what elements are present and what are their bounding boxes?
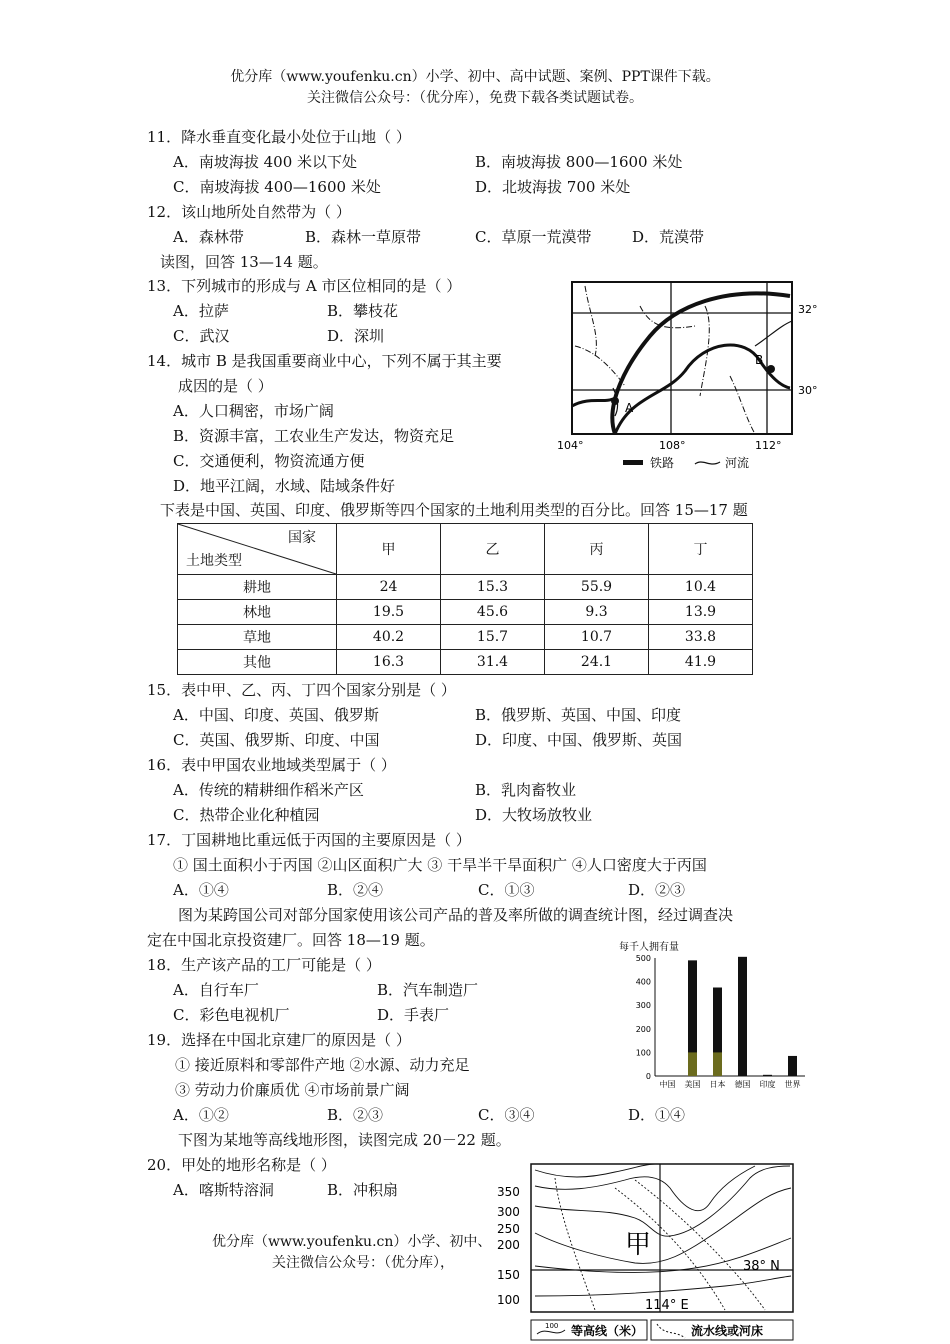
chart-bar [763,1075,772,1076]
header-line2: 关注微信公众号：（优分库），免费下载各类试题试卷。 [307,90,643,106]
q19-stem: 19．选择在中国北京建厂的原因是（ ） [147,1031,411,1049]
contour-250: 250 [497,1222,520,1236]
chart-bar [738,957,747,1076]
q12-option-a: A．森林带 [173,228,244,246]
railway-river-map [555,276,818,476]
table-row [178,625,753,650]
q17-option-c: C．①③ [478,881,535,899]
map1-legend-rail: 铁路 [650,456,675,470]
q16-option-c: C．热带企业化种植园 [173,806,320,824]
header-line1: 优分库（www.youfenku.cn）小学、初中、高中试题、案例、PPT课件下载。 [230,69,720,85]
chart-title: 每千人拥有量 [619,942,679,953]
latitude-label: 38° N [743,1259,780,1274]
chart-y-tick: 100 [635,1048,651,1058]
q16-option-a: A．传统的精耕细作稻米产区 [173,781,364,799]
map1-lat-top: 32° [798,303,818,316]
product-ownership-chart [615,938,810,1096]
chart-y-tick: 300 [635,1001,651,1011]
chart-y-tick: 500 [635,954,651,963]
q19-option-d: D．①④ [628,1106,686,1124]
row-label: 草地 [178,625,337,650]
corner-landtype-label: 土地类型 [186,553,242,569]
q16-stem: 16．表中甲国农业地域类型属于（ ） [147,756,396,774]
chart-y-tick: 400 [635,977,651,987]
table-corner-cell [178,524,337,575]
legend-river-label: 流水线或河床 [691,1324,764,1338]
q16-option-d: D．大牧场放牧业 [475,806,593,824]
cell: 13.9 [649,600,753,625]
map1-lat-bottom: 30° [798,384,818,397]
cell: 40.2 [337,625,441,650]
q18-stem: 18．生产该产品的工厂可能是（ ） [147,956,381,974]
q18-option-a: A．自行车厂 [173,981,259,999]
footer-line2: 关注微信公众号：（优分库）， [272,1255,454,1271]
table-row [178,650,753,675]
q12-option-c: C．草原一荒漠带 [475,228,592,246]
q11-stem: 11．降水垂直变化最小处位于山地（ ） [147,128,411,146]
cell: 10.7 [545,625,649,650]
q20-option-b: B．冲积扇 [327,1181,399,1199]
chart-category-label: 日本 [709,1080,726,1089]
q13-option-b: B．攀枝花 [327,302,399,320]
chart-y-tick: 200 [635,1024,651,1034]
map1-lon-112: 112° [755,439,782,452]
footer-line1: 优分库（www.youfenku.cn）小学、初中、 [212,1234,492,1250]
q11-option-c: C．南坡海拔 400—1600 米处 [173,178,381,196]
cell: 16.3 [337,650,441,675]
cell: 24 [337,575,441,600]
contour-100: 100 [497,1293,520,1307]
q17-option-a: A．①④ [173,881,229,899]
cell: 19.5 [337,600,441,625]
q19-option-c: C．③④ [478,1106,535,1124]
row-label: 其他 [178,650,337,675]
q16-option-b: B．乳肉畜牧业 [475,781,577,799]
q14-stem-line1: 14．城市 B 是我国重要商业中心，下列不属于其主要 [147,352,502,370]
map1-lon-104: 104° [557,439,584,452]
chart-category-label: 美国 [684,1080,701,1089]
chart-y-tick: 0 [645,1072,651,1081]
q18-option-d: D．手表厂 [377,1006,450,1024]
land-use-table [177,523,753,675]
map1-legend-river: 河流 [725,456,750,470]
q15-option-b: B．俄罗斯、英国、中国、印度 [475,706,682,724]
chart-bar-lower-segment [688,1052,697,1076]
q14-stem-line2: 成因的是（ ） [178,377,273,395]
contour-350: 350 [497,1185,520,1199]
corner-country-label: 国家 [288,530,316,546]
q15-option-c: C．英国、俄罗斯、印度、中国 [173,731,380,749]
cell: 15.7 [441,625,545,650]
col-header-bing: 丙 [545,524,649,575]
table-row [178,575,753,600]
q14-option-d: D．地平江阔，水域、陆域条件好 [173,477,396,495]
contour-200: 200 [497,1238,520,1252]
q11-option-d: D．北坡海拔 700 米处 [475,178,631,196]
map1-lon-108: 108° [659,439,686,452]
q12-stem: 12．该山地所处自然带为（ ） [147,203,351,221]
chart-category-label: 中国 [659,1080,676,1089]
q15-option-a: A．中国、印度、英国、俄罗斯 [173,706,379,724]
cell: 41.9 [649,650,753,675]
chart-category-label: 世界 [784,1080,801,1089]
q20-stem: 20．甲处的地形名称是（ ） [147,1156,336,1174]
q17-statements: ① 国土面积小于丙国 ②山区面积广大 ③ 干旱半干旱面积广 ④人口密度大于丙国 [173,856,707,874]
contour-300: 300 [497,1205,520,1219]
q19-statements-12: ① 接近原料和零部件产地 ②水源、动力充足 [175,1056,470,1074]
row-label: 耕地 [178,575,337,600]
cell: 10.4 [649,575,753,600]
label-jia: 甲 [625,1230,652,1260]
intro-13-14: 读图，回答 13—14 题。 [160,253,328,271]
cell: 15.3 [441,575,545,600]
intro-20-22: 下图为某地等高线地形图，读图完成 20－22 题。 [178,1131,511,1149]
cell: 55.9 [545,575,649,600]
q15-stem: 15．表中甲、乙、丙、丁四个国家分别是（ ） [147,681,456,699]
q20-option-a: A．喀斯特溶洞 [173,1181,274,1199]
q13-option-c: C．武汉 [173,327,230,345]
col-header-yi: 乙 [441,524,545,575]
q19-option-b: B．②③ [327,1106,384,1124]
cell: 33.8 [649,625,753,650]
legend-contour-label: 等高线（米） [571,1324,644,1338]
intro-15-17: 下表是中国、英国、印度、俄罗斯等四个国家的土地利用类型的百分比。回答 15—17 题 [160,501,748,519]
cell: 45.6 [441,600,545,625]
contour-map [495,1158,800,1342]
q13-option-d: D．深圳 [327,327,385,345]
cell: 31.4 [441,650,545,675]
intro-18-19-line1: 图为某跨国公司对部分国家使用该公司产品的普及率所做的调查统计图，经过调查决 [178,906,734,924]
intro-18-19-line2: 定在中国北京投资建厂。回答 18—19 题。 [147,931,435,949]
cell: 9.3 [545,600,649,625]
q11-option-b: B．南坡海拔 800—1600 米处 [475,153,683,171]
q11-option-a: A．南坡海拔 400 米以下处 [173,153,357,171]
cell: 24.1 [545,650,649,675]
q19-statements-34: ③ 劳动力价廉质优 ④市场前景广阔 [175,1081,410,1099]
q18-option-b: B．汽车制造厂 [377,981,479,999]
q19-option-a: A．①② [173,1106,229,1124]
col-header-jia: 甲 [337,524,441,575]
chart-bar [788,1056,797,1076]
q12-option-d: D．荒漠带 [632,228,705,246]
q18-option-c: C．彩色电视机厂 [173,1006,290,1024]
q13-option-a: A．拉萨 [173,302,229,320]
chart-category-label: 印度 [759,1080,776,1089]
col-header-ding: 丁 [649,524,753,575]
chart-bar-lower-segment [713,1052,722,1076]
contour-150: 150 [497,1268,520,1282]
q14-option-c: C．交通便利，物资流通方便 [173,452,365,470]
q13-stem: 13．下列城市的形成与 A 市区位相同的是（ ） [147,277,462,295]
q17-stem: 17．丁国耕地比重远低于丙国的主要原因是（ ） [147,831,471,849]
map1-label-b: B [755,353,764,367]
q17-option-d: D．②③ [628,881,686,899]
q12-option-b: B．森林一草原带 [305,228,422,246]
q15-option-d: D．印度、中国、俄罗斯、英国 [475,731,683,749]
row-label: 林地 [178,600,337,625]
q17-option-b: B．②④ [327,881,384,899]
table-row [178,600,753,625]
map1-label-a: A [625,401,634,415]
longitude-label: 114° E [645,1298,689,1313]
legend-contour-value: 100 [545,1322,559,1330]
q14-option-a: A．人口稠密，市场广阔 [173,402,334,420]
q14-option-b: B．资源丰富，工农业生产发达，物资充足 [173,427,455,445]
chart-category-label: 德国 [734,1080,751,1089]
